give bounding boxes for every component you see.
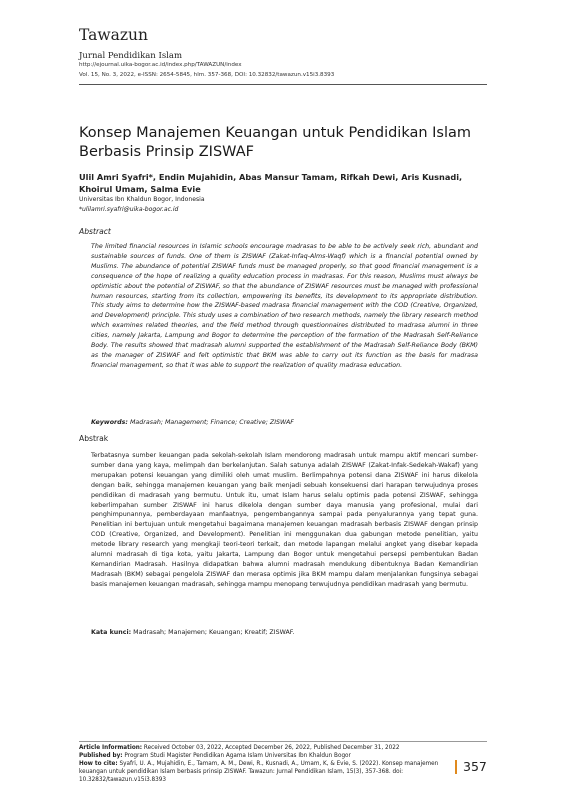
article-info-text: Received October 03, 2022, Accepted December 26, 2022, Published December 31, 2022 [143, 745, 400, 751]
published-by [79, 752, 489, 760]
page-number-bar [455, 760, 457, 774]
kata-kunci-values: Madrasah; Manajemen; Keuangan; Kreatif; ZISWAF. [133, 629, 295, 636]
abstrak-heading: Abstrak [79, 434, 109, 443]
header-divider [79, 84, 487, 85]
cite-text: Syafri, U. A., Mujahidin, E., Tamam, A. M., Dewi, R., Kusnadi, A., Umam, K, & Evie, S. (2022). Konsep manajemen keuangan untuk pendidikan Islam berbasis prinsip ZISWAF. Tawazun: Jurnal Pendidikan Islam, 15(3), 357-368. doi: 10.32832/tawazun.v15i3.8393 [79, 761, 439, 784]
corresponding-email[interactable]: *ulilamri.syafri@uika-bogor.ac.id [79, 206, 179, 213]
cite-label: How to cite: [79, 761, 118, 767]
article-authors: Ulil Amri Syafri*, Endin Mujahidin, Abas Mansur Tamam, Rifkah Dewi, Aris Kusnadi, Khoirul Umam, Salma Evie [79, 172, 463, 194]
article-information [79, 744, 489, 752]
keywords-values: Madrasah; Management; Finance; Creative; ZISWAF [129, 419, 294, 426]
keywords-en [91, 419, 294, 426]
kata-kunci-label: Kata kunci: [91, 629, 132, 636]
abstract-heading: Abstract [79, 227, 111, 236]
article-title: Konsep Manajemen Keuangan untuk Pendidikan Islam Berbasis Prinsip ZISWAF [79, 125, 472, 160]
author-affiliation: Universitas Ibn Khaldun Bogor, Indonesia [79, 196, 205, 203]
abstract-text: The limited financial resources in Islamic schools encourage madrasas to be able to be actively seek rich, abundant and sustainable sources of funds. One of them is ZISWAF (Zakat-Infaq-Alms-Waqf) which is a financial potential owned by Muslims. The abundance of potential ZISWAF funds must be managed properly, so that good financial management is a consequence of the hope of realizing a quality education process in madrasas. For this reason, Muslims must always be optimistic about the potential of ZISWAF, so that the abundance of ZISWAF resources must be managed with professional human resources, starting from its collection, empowering its benefits, its development to its appropriate distribution. This study aims to determine how the ZISWAF-based madrasa financial management with the COD (Creative, Organized, and Development) principle. This study uses a combination of two research methods, namely the library research method which examines related theories, and the field method through questionnaires distributed to madrasa alumni in three cities, namely Jakarta, Lampung and Bogor to determine the perception of the formation of the Madrasah Self-Reliance Body. The results showed that madrasah alumni supported the establishment of the Madrasah Self-Reliance Body (BKM) as the manager of ZISWAF and felt optimistic that BKM was able to carry out its function as the basis for madrasa financial management, so that it was able to support the realization of quality madrasa education. [91, 243, 478, 369]
footer-divider [79, 741, 487, 742]
journal-name: Tawazun [79, 26, 149, 44]
published-label: Published by: [79, 753, 123, 759]
kata-kunci [91, 629, 294, 636]
journal-url[interactable]: http://ejournal.uika-bogor.ac.id/index.php/TAWAZUN/index [79, 62, 242, 68]
page-number: 357 [463, 759, 487, 774]
keywords-label: Keywords: [91, 419, 128, 426]
journal-volume-info: Vol. 15, No. 3, 2022, e-ISSN: 2654-5845, hlm. 357-368, DOI: 10.32832/tawazun.v15i3.8393 [79, 72, 335, 78]
abstrak-text: Terbatasnya sumber keuangan pada sekolah-sekolah Islam mendorong madrasah untuk mampu aktif mencari sumber-sumber dana yang kaya, melimpah dan berkelanjutan. Salah satunya adalah ZISWAF (Zakat-Infak-Sedekah-Wakaf) yang merupakan potensi keuangan yang dimiliki oleh umat muslim. Berlimpahnya potensi dana ZISWAF ini harus dikelola dengan baik, sehingga manajemen keuangan yang baik menjadi sebuah konsekuensi dari harapan terwujudnya proses pendidikan di madrasah yang bermutu. Untuk itu, umat Islam harus selalu optimis pada potensi ZISWAF, sehingga keberlimpahan sumber ZISWAF ini harus dikelola dengan sumber daya manusia yang profesional, mulai dari penghimpunannya, pemberdayaan manfaatnya, pengembangannya sampai pada penyalurannya yang tepat guna. Penelitian ini bertujuan untuk mengetahui bagaimana manajemen keuangan madrasah berbasis ZISWAF dengan prinsip COD (Creative, Organized, and Development). Penelitian ini menggunakan dua gabungan metode penelitian, yaitu metode library research yang mengkaji teori-teori terkait, dan metode lapangan melalui angket yang disebar kepada alumni madrasah di tiga kota, yaitu Jakarta, Lampung dan Bogor untuk mengetahui persepsi pembentukan Badan Kemandirian Madrasah. Hasilnya didapatkan bahwa alumni madrasah mendukung dibentuknya Badan Kemandirian Madrasah (BKM) sebagai pengelola ZISWAF dan merasa optimis jika BKM mampu dalam menjalankan fungsinya sebagai basis manajemen keuangan madrasah, sehingga mampu menopang terwujudnya pendidikan madrasah yang bermutu. [91, 452, 478, 588]
article-info-label: Article Information: [79, 745, 143, 751]
published-text: Program Studi Magister Pendidikan Agama Islam Universitas Ibn Khaldun Bogor [124, 753, 351, 759]
how-to-cite [79, 760, 451, 785]
journal-subtitle: Jurnal Pendidikan Islam [79, 51, 183, 61]
